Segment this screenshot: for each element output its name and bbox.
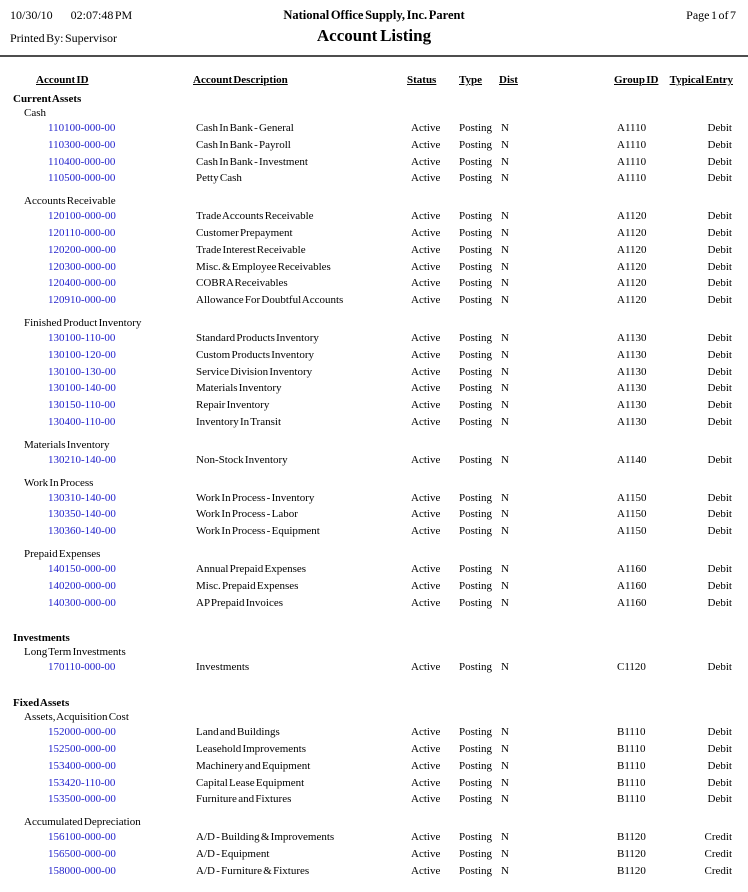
account-typical-entry: Debit <box>707 138 732 151</box>
account-typical-entry: Debit <box>707 453 732 466</box>
account-status: Active <box>411 331 441 344</box>
account-typical-entry: Debit <box>707 226 732 239</box>
account-description: Leasehold Improvements <box>196 742 306 755</box>
account-type: Posting <box>459 331 493 344</box>
account-dist: N <box>501 831 509 844</box>
account-typical-entry: Debit <box>707 742 732 755</box>
account-typical-entry: Credit <box>704 831 732 844</box>
account-status: Active <box>411 562 441 575</box>
account-group-id: B1120 <box>617 864 646 877</box>
account-type: Posting <box>459 138 493 151</box>
account-dist: N <box>501 742 509 755</box>
account-type: Posting <box>459 776 493 789</box>
account-id-link[interactable]: 130100-110-00 <box>48 331 116 344</box>
subsection-header: Prepaid Expenses <box>24 547 101 560</box>
account-typical-entry: Debit <box>707 776 732 789</box>
account-row <box>0 225 748 242</box>
account-dist: N <box>501 726 509 739</box>
account-dist: N <box>501 759 509 772</box>
account-typical-entry: Debit <box>707 579 732 592</box>
account-typical-entry: Debit <box>707 243 732 256</box>
account-description: AP Prepaid Invoices <box>196 596 284 609</box>
account-group-id: C1120 <box>617 661 646 674</box>
account-status: Active <box>411 453 441 466</box>
account-group-id: A1130 <box>617 348 647 361</box>
report-body <box>0 89 748 880</box>
account-typical-entry: Debit <box>707 122 732 134</box>
account-row <box>0 242 748 259</box>
account-group-id: A1140 <box>617 453 647 466</box>
account-id-link[interactable]: 120300-000-00 <box>48 260 116 273</box>
account-row <box>0 863 748 880</box>
account-id-link[interactable]: 110300-000-00 <box>48 138 116 151</box>
account-type: Posting <box>459 172 493 185</box>
account-group-id: B1120 <box>617 831 646 844</box>
account-description: A/D - Furniture & Fixtures <box>196 864 310 877</box>
account-description: Allowance For Doubtful Accounts <box>196 294 344 307</box>
account-id-link[interactable]: 130100-130-00 <box>48 365 116 378</box>
account-description: Repair Inventory <box>196 399 270 412</box>
account-typical-entry: Debit <box>707 382 732 395</box>
account-status: Active <box>411 776 441 789</box>
account-description: Trade Interest Receivable <box>196 243 306 256</box>
account-typical-entry: Debit <box>707 759 732 772</box>
account-status: Active <box>411 579 441 592</box>
account-description: Non-Stock Inventory <box>196 453 288 466</box>
account-description: Trade Accounts Receivable <box>196 210 314 223</box>
account-type: Posting <box>459 742 493 755</box>
account-status: Active <box>411 155 441 168</box>
account-dist: N <box>501 226 509 239</box>
account-typical-entry: Debit <box>707 562 732 575</box>
account-type: Posting <box>459 243 493 256</box>
account-id-link[interactable]: 158000-000-00 <box>48 864 116 877</box>
account-description: Land and Buildings <box>196 726 280 739</box>
account-description: Misc. Prepaid Expenses <box>196 579 299 592</box>
account-description: Cash In Bank - Payroll <box>196 138 291 151</box>
account-row <box>0 741 748 758</box>
account-typical-entry: Debit <box>707 726 732 739</box>
account-group-id: A1120 <box>617 226 647 239</box>
account-group-id: A1120 <box>617 277 647 290</box>
account-group-id: B1110 <box>617 759 646 772</box>
account-row <box>0 208 748 225</box>
account-type: Posting <box>459 294 493 307</box>
account-row <box>0 137 748 154</box>
account-group-id: A1110 <box>617 155 647 168</box>
account-description: COBRA Receivables <box>196 277 288 290</box>
account-status: Active <box>411 596 441 609</box>
account-group-id: A1150 <box>617 525 647 538</box>
account-status: Active <box>411 742 441 755</box>
account-type: Posting <box>459 382 493 395</box>
account-dist: N <box>501 155 509 168</box>
subsection-header: Accumulated Depreciation <box>24 816 141 829</box>
account-id-link[interactable]: 130100-140-00 <box>48 382 116 395</box>
account-id-link[interactable]: 130350-140-00 <box>48 508 116 521</box>
account-description: Service Division Inventory <box>196 365 313 378</box>
account-row <box>0 452 748 469</box>
account-id-link[interactable]: 130150-110-00 <box>48 399 116 412</box>
printed-by: Printed By: Supervisor <box>10 31 117 45</box>
section-header: Current Assets <box>13 93 82 105</box>
account-row <box>0 659 748 676</box>
account-row <box>0 846 748 863</box>
account-row <box>0 561 748 578</box>
account-description: Materials Inventory <box>196 382 282 395</box>
account-group-id: B1110 <box>617 726 646 739</box>
account-group-id: A1160 <box>617 596 647 609</box>
account-dist: N <box>501 508 509 521</box>
account-description: Misc. & Employee Receivables <box>196 260 331 273</box>
account-id-link[interactable]: 170110-000-00 <box>48 661 116 674</box>
account-row <box>0 292 748 309</box>
column-header-account-description: Account Description <box>193 74 288 86</box>
account-type: Posting <box>459 525 493 538</box>
account-group-id: A1120 <box>617 243 647 256</box>
account-dist: N <box>501 776 509 789</box>
account-type: Posting <box>459 579 493 592</box>
account-status: Active <box>411 759 441 772</box>
account-id-link[interactable]: 140150-000-00 <box>48 562 116 575</box>
account-status: Active <box>411 365 441 378</box>
account-id-link[interactable]: 153400-000-00 <box>48 759 116 772</box>
account-description: Custom Products Inventory <box>196 348 314 361</box>
column-header-status: Status <box>407 74 437 86</box>
account-typical-entry: Debit <box>707 331 732 344</box>
account-description: Inventory In Transit <box>196 415 281 428</box>
account-id-link[interactable]: 120910-000-00 <box>48 294 116 307</box>
column-header-typical-entry: Typical Entry <box>669 74 733 86</box>
account-description: Petty Cash <box>196 172 242 185</box>
account-row <box>0 829 748 846</box>
account-group-id: A1110 <box>617 172 647 185</box>
column-header-dist: Dist <box>499 74 518 86</box>
account-typical-entry: Debit <box>707 348 732 361</box>
account-id-link[interactable]: 140300-000-00 <box>48 596 116 609</box>
section-header: Investments <box>13 632 70 645</box>
account-status: Active <box>411 491 441 504</box>
account-typical-entry: Debit <box>707 415 732 428</box>
account-dist: N <box>501 453 509 466</box>
account-dist: N <box>501 294 509 307</box>
account-type: Posting <box>459 864 493 877</box>
account-id-link[interactable]: 153500-000-00 <box>48 793 116 806</box>
subsection-header: Cash <box>24 107 46 119</box>
account-typical-entry: Debit <box>707 277 732 290</box>
account-type: Posting <box>459 562 493 575</box>
account-dist: N <box>501 243 509 256</box>
account-group-id: A1120 <box>617 260 647 273</box>
account-status: Active <box>411 831 441 844</box>
account-row <box>0 490 748 507</box>
account-typical-entry: Debit <box>707 508 732 521</box>
account-id-link[interactable]: 120100-000-00 <box>48 210 116 223</box>
account-group-id: B1120 <box>617 847 646 860</box>
account-id-link[interactable]: 120400-000-00 <box>48 277 116 290</box>
account-typical-entry: Debit <box>707 294 732 307</box>
account-typical-entry: Debit <box>707 365 732 378</box>
account-row <box>0 506 748 523</box>
account-row <box>0 170 748 187</box>
account-status: Active <box>411 226 441 239</box>
account-type: Posting <box>459 348 493 361</box>
account-type: Posting <box>459 155 493 168</box>
account-id-link[interactable]: 130360-140-00 <box>48 525 116 538</box>
account-dist: N <box>501 122 509 134</box>
header-divider <box>0 55 748 57</box>
account-row <box>0 791 748 808</box>
account-dist: N <box>501 331 509 344</box>
account-row <box>0 275 748 292</box>
account-status: Active <box>411 138 441 151</box>
account-type: Posting <box>459 399 493 412</box>
account-status: Active <box>411 382 441 395</box>
account-row <box>0 775 748 792</box>
account-id-link[interactable]: 130310-140-00 <box>48 491 116 504</box>
account-type: Posting <box>459 210 493 223</box>
account-id-link[interactable]: 156100-000-00 <box>48 831 116 844</box>
account-typical-entry: Debit <box>707 596 732 609</box>
account-group-id: B1110 <box>617 793 646 806</box>
account-group-id: A1130 <box>617 399 647 412</box>
account-description: Work In Process - Inventory <box>196 491 315 504</box>
account-status: Active <box>411 661 441 674</box>
account-dist: N <box>501 365 509 378</box>
subsection-header: Work In Process <box>24 476 94 489</box>
account-type: Posting <box>459 491 493 504</box>
account-row <box>0 595 748 612</box>
account-dist: N <box>501 596 509 609</box>
account-dist: N <box>501 260 509 273</box>
account-dist: N <box>501 172 509 185</box>
account-description: Furniture and Fixtures <box>196 793 292 806</box>
account-dist: N <box>501 525 509 538</box>
account-type: Posting <box>459 453 493 466</box>
subsection-header: Long Term Investments <box>24 646 126 659</box>
account-group-id: A1130 <box>617 365 647 378</box>
account-group-id: B1110 <box>617 742 646 755</box>
account-status: Active <box>411 210 441 223</box>
account-id-link[interactable]: 120200-000-00 <box>48 243 116 256</box>
account-status: Active <box>411 864 441 877</box>
account-dist: N <box>501 348 509 361</box>
account-group-id: A1130 <box>617 415 647 428</box>
column-header-type: Type <box>459 74 483 86</box>
account-id-link[interactable]: 152500-000-00 <box>48 742 116 755</box>
account-description: Cash In Bank - General <box>196 122 294 134</box>
account-row <box>0 330 748 347</box>
account-row <box>0 364 748 381</box>
account-description: Work In Process - Labor <box>196 508 298 521</box>
account-row <box>0 380 748 397</box>
account-type: Posting <box>459 226 493 239</box>
report-date: 10/30/10 <box>10 8 53 22</box>
account-type: Posting <box>459 661 493 674</box>
account-row <box>0 120 748 137</box>
account-status: Active <box>411 399 441 412</box>
account-status: Active <box>411 847 441 860</box>
account-row <box>0 259 748 276</box>
account-type: Posting <box>459 508 493 521</box>
account-status: Active <box>411 277 441 290</box>
account-group-id: A1110 <box>617 138 647 151</box>
account-group-id: A1130 <box>617 331 647 344</box>
column-header-group-id: Group ID <box>614 74 659 86</box>
account-row <box>0 523 748 540</box>
account-dist: N <box>501 661 509 674</box>
account-typical-entry: Credit <box>704 847 732 860</box>
account-status: Active <box>411 525 441 538</box>
account-typical-entry: Debit <box>707 155 732 168</box>
account-typical-entry: Debit <box>707 399 732 412</box>
account-id-link[interactable]: 130210-140-00 <box>48 453 116 466</box>
account-id-link[interactable]: 110500-000-00 <box>48 172 116 185</box>
account-dist: N <box>501 399 509 412</box>
page-number: Page 1 of 7 <box>686 8 736 22</box>
account-description: Work In Process - Equipment <box>196 525 320 538</box>
account-dist: N <box>501 415 509 428</box>
account-description: Capital Lease Equipment <box>196 776 305 789</box>
section-header: Fixed Assets <box>13 697 70 710</box>
account-id-link[interactable]: 153420-110-00 <box>48 776 116 789</box>
account-type: Posting <box>459 415 493 428</box>
account-group-id: A1150 <box>617 491 647 504</box>
account-description: Investments <box>196 661 250 674</box>
account-id-link[interactable]: 110400-000-00 <box>48 155 116 168</box>
account-description: A/D - Equipment <box>196 847 270 860</box>
account-row <box>0 414 748 431</box>
account-id-link[interactable]: 110100-000-00 <box>48 122 116 134</box>
account-row <box>0 154 748 171</box>
account-group-id: A1150 <box>617 508 647 521</box>
account-description: Standard Products Inventory <box>196 331 319 344</box>
account-type: Posting <box>459 365 493 378</box>
subsection-header: Accounts Receivable <box>24 195 116 208</box>
account-row <box>0 347 748 364</box>
account-status: Active <box>411 243 441 256</box>
account-description: Cash In Bank - Investment <box>196 155 308 168</box>
account-description: Customer Prepayment <box>196 226 293 239</box>
subsection-header: Finished Product Inventory <box>24 316 142 329</box>
account-typical-entry: Debit <box>707 491 732 504</box>
account-typical-entry: Debit <box>707 525 732 538</box>
account-type: Posting <box>459 847 493 860</box>
account-description: Machinery and Equipment <box>196 759 311 772</box>
account-id-link[interactable]: 120110-000-00 <box>48 226 116 239</box>
account-group-id: A1130 <box>617 382 647 395</box>
account-status: Active <box>411 793 441 806</box>
account-row <box>0 397 748 414</box>
account-dist: N <box>501 382 509 395</box>
account-status: Active <box>411 415 441 428</box>
account-dist: N <box>501 138 509 151</box>
account-typical-entry: Debit <box>707 260 732 273</box>
account-dist: N <box>501 847 509 860</box>
account-dist: N <box>501 864 509 877</box>
account-dist: N <box>501 562 509 575</box>
account-type: Posting <box>459 793 493 806</box>
account-row <box>0 578 748 595</box>
account-typical-entry: Debit <box>707 793 732 806</box>
account-id-link[interactable]: 152000-000-00 <box>48 726 116 739</box>
account-id-link[interactable]: 140200-000-00 <box>48 579 116 592</box>
subsection-header: Materials Inventory <box>24 438 110 451</box>
account-group-id: A1110 <box>617 122 647 134</box>
account-dist: N <box>501 210 509 223</box>
account-typical-entry: Debit <box>707 210 732 223</box>
account-dist: N <box>501 277 509 290</box>
account-type: Posting <box>459 122 493 134</box>
column-header-account-id: Account ID <box>36 74 89 86</box>
company-name: National Office Supply, Inc. Parent <box>283 8 465 22</box>
account-status: Active <box>411 348 441 361</box>
account-type: Posting <box>459 726 493 739</box>
account-dist: N <box>501 793 509 806</box>
account-group-id: A1160 <box>617 579 647 592</box>
account-group-id: A1120 <box>617 210 647 223</box>
account-row <box>0 758 748 775</box>
account-description: A/D - Building & Improvements <box>196 831 335 844</box>
account-id-link[interactable]: 130400-110-00 <box>48 415 116 428</box>
account-type: Posting <box>459 759 493 772</box>
account-id-link[interactable]: 130100-120-00 <box>48 348 116 361</box>
account-status: Active <box>411 726 441 739</box>
account-typical-entry: Debit <box>707 172 732 185</box>
account-status: Active <box>411 122 441 134</box>
account-type: Posting <box>459 831 493 844</box>
account-typical-entry: Debit <box>707 661 732 674</box>
account-typical-entry: Credit <box>704 864 732 877</box>
report-time: 02:07:48 PM <box>70 8 133 22</box>
account-status: Active <box>411 172 441 185</box>
account-description: Annual Prepaid Expenses <box>196 562 307 575</box>
subsection-header: Assets, Acquisition Cost <box>24 711 129 724</box>
account-group-id: A1160 <box>617 562 647 575</box>
account-type: Posting <box>459 260 493 273</box>
account-dist: N <box>501 491 509 504</box>
account-type: Posting <box>459 596 493 609</box>
account-group-id: B1110 <box>617 776 646 789</box>
account-type: Posting <box>459 277 493 290</box>
account-dist: N <box>501 579 509 592</box>
account-id-link[interactable]: 156500-000-00 <box>48 847 116 860</box>
report-title: Account Listing <box>316 26 432 45</box>
account-status: Active <box>411 294 441 307</box>
account-status: Active <box>411 260 441 273</box>
account-group-id: A1120 <box>617 294 647 307</box>
column-header-row <box>0 74 748 88</box>
account-status: Active <box>411 508 441 521</box>
account-row <box>0 724 748 741</box>
